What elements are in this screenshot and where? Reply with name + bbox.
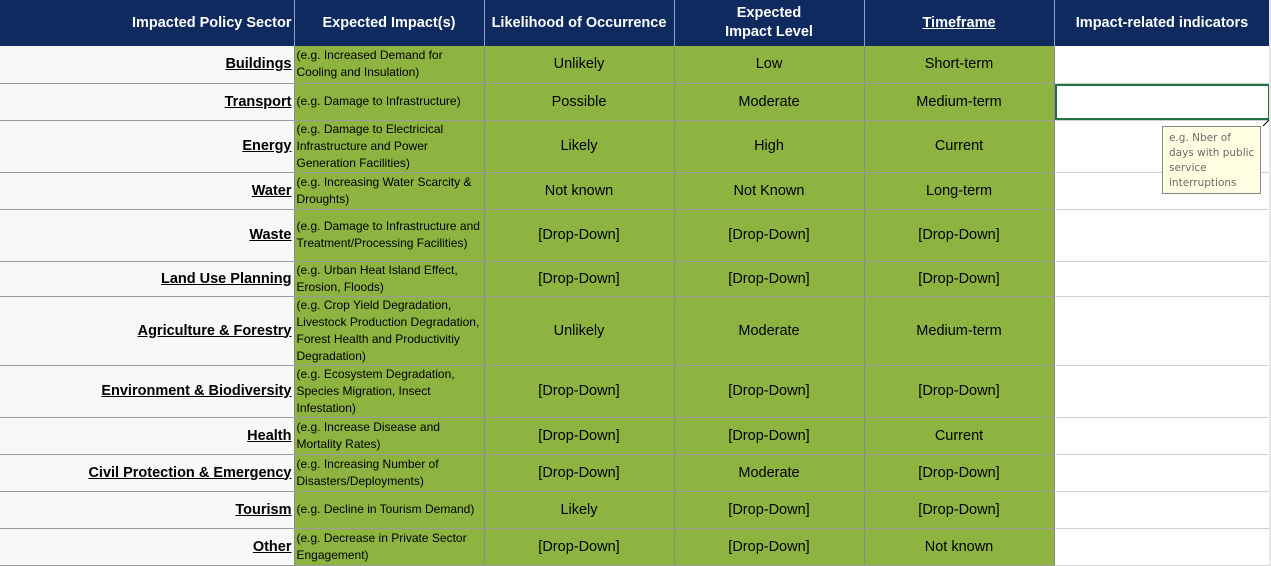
timeframe-cell[interactable]: Current	[864, 417, 1054, 454]
table-row	[0, 261, 1270, 296]
timeframe-cell[interactable]: Short-term	[864, 46, 1054, 83]
table-row	[0, 528, 1270, 565]
table-row	[0, 46, 1270, 83]
sector-cell[interactable]	[0, 261, 294, 296]
indicator-cell[interactable]	[1054, 209, 1270, 261]
sector-link[interactable]: Tourism	[235, 501, 292, 518]
sector-cell[interactable]	[0, 296, 294, 365]
timeframe-cell[interactable]: [Drop-Down]	[864, 454, 1054, 491]
indicator-cell[interactable]	[1054, 454, 1270, 491]
impacts-cell[interactable]: (e.g. Ecosystem Degradation, Species Migration, Insect Infestation)	[294, 365, 484, 417]
level-cell[interactable]: [Drop-Down]	[674, 417, 864, 454]
likelihood-cell[interactable]: [Drop-Down]	[484, 365, 674, 417]
timeframe-cell[interactable]: Not known	[864, 528, 1054, 565]
level-cell[interactable]: Low	[674, 46, 864, 83]
sector-cell[interactable]	[0, 120, 294, 172]
header-row	[0, 0, 1270, 46]
level-cell[interactable]: Moderate	[674, 296, 864, 365]
likelihood-cell[interactable]: [Drop-Down]	[484, 261, 674, 296]
level-cell[interactable]: High	[674, 120, 864, 172]
likelihood-cell[interactable]: Unlikely	[484, 46, 674, 83]
sector-link[interactable]: Agriculture & Forestry	[137, 322, 292, 339]
level-cell[interactable]: Not Known	[674, 172, 864, 209]
likelihood-cell[interactable]: Possible	[484, 83, 674, 120]
likelihood-cell[interactable]: Not known	[484, 172, 674, 209]
table-row	[0, 491, 1270, 528]
table-row	[0, 454, 1270, 491]
header-timeframe[interactable]	[864, 0, 1054, 46]
likelihood-cell[interactable]: [Drop-Down]	[484, 454, 674, 491]
likelihood-cell[interactable]: [Drop-Down]	[484, 528, 674, 565]
sector-cell[interactable]	[0, 417, 294, 454]
header-level-line1: Expected	[736, 5, 802, 21]
impacts-cell[interactable]: (e.g. Increasing Water Scarcity & Droughts)	[294, 172, 484, 209]
table-row	[0, 365, 1270, 417]
impacts-cell[interactable]: (e.g. Decline in Tourism Demand)	[294, 491, 484, 528]
header-indicators[interactable]: Impact-related indicators	[1054, 0, 1270, 46]
timeframe-cell[interactable]: [Drop-Down]	[864, 261, 1054, 296]
sector-cell[interactable]	[0, 528, 294, 565]
sector-cell[interactable]	[0, 209, 294, 261]
header-likelihood[interactable]: Likelihood of Occurrence	[484, 0, 674, 46]
indicator-cell[interactable]	[1054, 417, 1270, 454]
sector-link[interactable]: Other	[252, 538, 292, 555]
timeframe-cell[interactable]: [Drop-Down]	[864, 365, 1054, 417]
level-cell[interactable]: [Drop-Down]	[674, 261, 864, 296]
timeframe-cell[interactable]: Medium-term	[864, 296, 1054, 365]
indicator-cell-selected[interactable]	[1054, 83, 1270, 120]
likelihood-cell[interactable]: [Drop-Down]	[484, 209, 674, 261]
level-cell[interactable]: Moderate	[674, 83, 864, 120]
level-cell[interactable]: Moderate	[674, 454, 864, 491]
impacts-cell[interactable]: (e.g. Urban Heat Island Effect, Erosion, Floods)	[294, 261, 484, 296]
header-impacts[interactable]: Expected Impact(s)	[294, 0, 484, 46]
sector-cell[interactable]	[0, 46, 294, 83]
sector-link[interactable]: Health	[247, 427, 292, 444]
sector-cell[interactable]	[0, 491, 294, 528]
sector-cell[interactable]	[0, 454, 294, 491]
timeframe-cell[interactable]: [Drop-Down]	[864, 209, 1054, 261]
impacts-cell[interactable]: (e.g. Damage to Infrastructure and Treatment/Processing Facilities)	[294, 209, 484, 261]
table-row	[0, 209, 1270, 261]
level-cell[interactable]: [Drop-Down]	[674, 365, 864, 417]
sector-link[interactable]: Environment & Biodiversity	[101, 383, 292, 399]
sector-cell[interactable]	[0, 83, 294, 120]
level-cell[interactable]: [Drop-Down]	[674, 528, 864, 565]
sector-cell[interactable]	[0, 365, 294, 417]
header-level-line2: Impact Level	[725, 24, 813, 40]
table-row	[0, 120, 1270, 172]
cell-comment-tooltip: e.g. Nber of days with public service interruptions	[1162, 126, 1261, 194]
impacts-cell[interactable]: (e.g. Damage to Infrastructure)	[294, 83, 484, 120]
sector-cell[interactable]	[0, 172, 294, 209]
table-row	[0, 172, 1270, 209]
sector-link[interactable]: Waste	[249, 227, 292, 243]
timeframe-cell[interactable]: Current	[864, 120, 1054, 172]
indicator-cell[interactable]	[1054, 46, 1270, 83]
sector-link[interactable]: Buildings	[225, 56, 292, 73]
sector-link[interactable]: Energy	[242, 138, 292, 154]
impacts-cell[interactable]: (e.g. Increasing Number of Disasters/Deployments)	[294, 454, 484, 491]
indicator-cell[interactable]	[1054, 491, 1270, 528]
indicator-cell[interactable]	[1054, 296, 1270, 365]
likelihood-cell[interactable]: Likely	[484, 491, 674, 528]
sector-link[interactable]: Civil Protection & Emergency	[88, 464, 292, 481]
impacts-cell[interactable]: (e.g. Increase Disease and Mortality Rates)	[294, 417, 484, 454]
sector-link[interactable]: Land Use Planning	[160, 270, 292, 287]
indicator-cell[interactable]	[1054, 528, 1270, 565]
impacts-cell[interactable]: (e.g. Increased Demand for Cooling and Insulation)	[294, 46, 484, 83]
table-row	[0, 296, 1270, 365]
indicator-cell[interactable]	[1054, 261, 1270, 296]
impacts-cell[interactable]: (e.g. Decrease in Private Sector Engagement)	[294, 528, 484, 565]
header-sector[interactable]: Impacted Policy Sector	[0, 0, 294, 46]
header-level[interactable]	[674, 0, 864, 46]
likelihood-cell[interactable]: Likely	[484, 120, 674, 172]
likelihood-cell[interactable]: Unlikely	[484, 296, 674, 365]
level-cell[interactable]: [Drop-Down]	[674, 209, 864, 261]
impacts-cell[interactable]: (e.g. Damage to Electricical Infrastructure and Power Generation Facilities)	[294, 120, 484, 172]
timeframe-cell[interactable]: Long-term	[864, 172, 1054, 209]
level-cell[interactable]: [Drop-Down]	[674, 491, 864, 528]
header-timeframe-link[interactable]: Timeframe	[922, 14, 996, 31]
indicator-cell[interactable]	[1054, 365, 1270, 417]
sector-link[interactable]: Transport	[224, 93, 292, 110]
timeframe-cell[interactable]: Medium-term	[864, 83, 1054, 120]
sector-link[interactable]: Water	[251, 182, 292, 199]
likelihood-cell[interactable]: [Drop-Down]	[484, 417, 674, 454]
timeframe-cell[interactable]: [Drop-Down]	[864, 491, 1054, 528]
table-row	[0, 83, 1270, 120]
impacts-cell[interactable]: (e.g. Crop Yield Degradation, Livestock Production Degradation, Forest Health and Productivitiy Degradation)	[294, 296, 484, 365]
table-row	[0, 417, 1270, 454]
